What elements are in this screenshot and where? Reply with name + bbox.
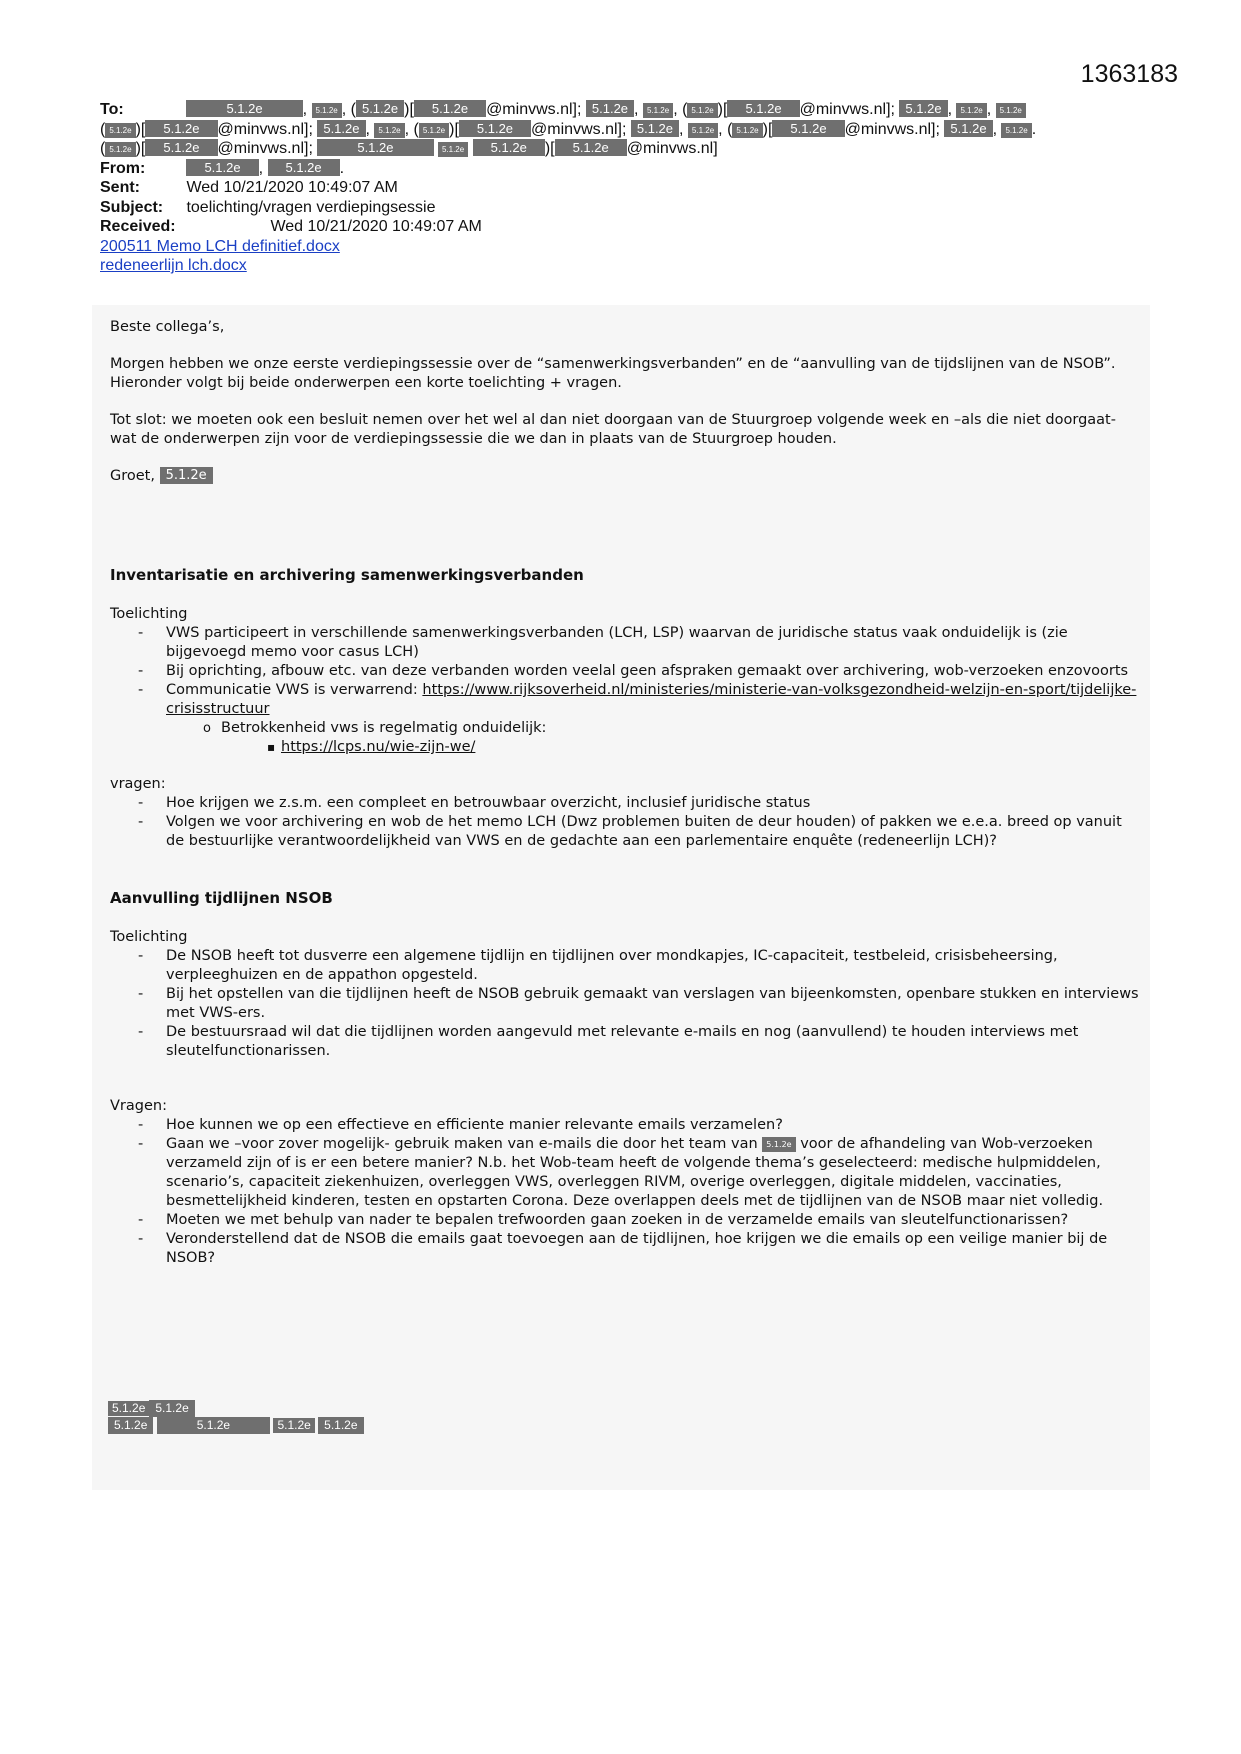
email-domain: @minvws.nl];: [844, 120, 940, 138]
to-line-3: ( 5.1.2e )[ 5.1.2e @minvws.nl]; 5.1.2e 5.1.2e 5.1.2e )[ 5.1.2e @minvws.nl]: [100, 140, 718, 157]
toelichting-list: [110, 947, 1140, 1061]
redaction: 5.1.2e: [459, 120, 531, 137]
redaction: 5.1.2e: [688, 123, 718, 138]
from-line: From: 5.1.2e , 5.1.2e .: [100, 159, 345, 177]
regards-text: Groet,: [110, 468, 155, 484]
list-item: - Volgen we voor archivering en wob de het memo LCH (Dwz problemen buiten de deur houden) of pakken we e.e.a. breed op vanuit de bestuurlijke verantwoordelijkheid van VWS en de gedachte aan een parlementaire enquête (redeneerlijn LCH)?: [166, 813, 1140, 851]
redaction: 5.1.2e: [186, 159, 258, 176]
received-label: Received:: [100, 218, 176, 235]
redaction: 5.1.2e: [105, 142, 135, 157]
lcps-link[interactable]: https://lcps.nu/wie-zijn-we/: [281, 739, 476, 755]
list-item-text: Gaan we –voor zover mogelijk- gebruik maken van e-mails die door het team van: [166, 1136, 763, 1152]
redaction: 5.1.2e: [956, 103, 986, 118]
to-line-2: ( 5.1.2e )[ 5.1.2e @minvws.nl]; 5.1.2e , 5.1.2e , ( 5.1.2e )[ 5.1.2e @minvws.nl]; 5.1.2e , 5.1.2e , ( 5.1.2e )[ 5.1.2e @minvws.nl]; 5.1.2e , 5.1.2e .: [100, 120, 1037, 138]
vragen-list: [110, 794, 1140, 851]
attachment-2: [100, 256, 1060, 276]
email-body: [110, 318, 1140, 1268]
list-item: - Moeten we met behulp van nader te bepalen trefwoorden gaan zoeken in de verzamelde emails van sleutelfunctionarissen?: [166, 1211, 1140, 1230]
sub-list: [166, 719, 1140, 757]
sent-label: Sent:: [100, 179, 140, 196]
redaction: 5.1.2e: [108, 1417, 153, 1434]
redaction: 5.1.2e: [149, 1400, 194, 1417]
vragen-label: Vragen:: [110, 1098, 167, 1114]
redaction: 5.1.2e: [157, 1417, 270, 1434]
signature-line-1: [108, 1400, 364, 1417]
section-title: Aanvulling tijdlijnen NSOB: [110, 889, 333, 907]
attachment-link[interactable]: redeneerlijn lch.docx: [100, 257, 247, 274]
list-item-text: Communicatie VWS is verwarrend:: [166, 682, 423, 698]
email-domain: @minvws.nl];: [531, 120, 627, 138]
list-item: - Hoe kunnen we op een effectieve en efficiente manier relevante emails verzamelen?: [166, 1116, 1140, 1135]
email-domain: @minvws.nl];: [799, 101, 895, 118]
redaction: 5.1.2e: [555, 139, 627, 156]
redaction: 5.1.2e: [631, 120, 679, 137]
email-header: [100, 100, 1060, 276]
signature-block: [108, 1400, 364, 1434]
redaction: 5.1.2e: [108, 1401, 149, 1416]
redaction: 5.1.2e: [374, 123, 404, 138]
redaction: 5.1.2e: [727, 100, 799, 117]
redaction: 5.1.2e: [312, 103, 342, 118]
redaction: 5.1.2e: [414, 100, 486, 117]
signature-line-2: [108, 1417, 364, 1434]
list-item: - VWS participeert in verschillende samenwerkingsverbanden (LCH, LSP) waarvan de juridische status vaak onduidelijk is (zie bijgevoegd memo voor casus LCH): [166, 624, 1140, 662]
section-title: Inventarisatie en archivering samenwerkingsverbanden: [110, 566, 584, 584]
list-item: - De NSOB heeft tot dusverre een algemene tijdlijn en tijdlijnen over mondkapjes, IC-capaciteit, testbeleid, crisisbeheersing, verpleeghuizen en de appathon opgesteld.: [166, 947, 1140, 985]
redaction: 5.1.2e: [317, 120, 365, 137]
email-domain: @minvws.nl];: [217, 120, 313, 138]
redaction: 5.1.2e: [160, 467, 213, 484]
redaction: 5.1.2e: [996, 103, 1026, 118]
toelichting-label: Toelichting: [110, 929, 188, 945]
list-item: - Hoe krijgen we z.s.m. een compleet en betrouwbaar overzicht, inclusief juridische status: [166, 794, 1140, 813]
intro-paragraph: Morgen hebben we onze eerste verdiepingssessie over de “samenwerkingsverbanden” en de “aanvulling van de tijdslijnen van de NSOB”. Hieronder volgt bij beide onderwerpen een korte toelichting + vragen.: [110, 356, 1116, 391]
email-domain: @minvws.nl];: [217, 140, 313, 157]
redaction: 5.1.2e: [186, 100, 302, 117]
sent-value: Wed 10/21/2020 10:49:07 AM: [186, 179, 398, 196]
toelichting-label: Toelichting: [110, 606, 188, 622]
redaction: 5.1.2e: [732, 123, 762, 138]
toelichting-list: [110, 624, 1140, 757]
sub-list-item-text: Betrokkenheid vws is regelmatig onduidelijk:: [221, 720, 547, 736]
sub-sub-list: [221, 738, 1140, 757]
redaction: 5.1.2e: [145, 139, 217, 156]
subject-value: toelichting/vragen verdiepingsessie: [186, 198, 436, 216]
list-item: [166, 681, 1140, 757]
sub-sub-list-item: [281, 738, 1140, 757]
redaction: 5.1.2e: [899, 100, 947, 117]
redaction: 5.1.2e: [268, 159, 340, 176]
redaction: 5.1.2e: [762, 1137, 795, 1152]
to-line-1: To: 5.1.2e , 5.1.2e , ( 5.1.2e )[ 5.1.2e @minvws.nl]; 5.1.2e , 5.1.2e , ( 5.1.2e )[ 5.1.2e @minvws.nl]; 5.1.2e , 5.1.2e , 5.1.2e: [100, 100, 1060, 120]
redaction: 5.1.2e: [687, 103, 717, 118]
received-line: [100, 217, 1060, 237]
document-number: 1363183: [1080, 60, 1178, 88]
list-item: - De bestuursraad wil dat die tijdlijnen worden aangevuld met relevante e-mails en nog (aanvullend) te houden interviews met sleutelfunctionarissen.: [166, 1023, 1140, 1061]
redaction: 5.1.2e: [356, 100, 404, 117]
redaction: 5.1.2e: [772, 120, 844, 137]
redaction: 5.1.2e: [145, 120, 217, 137]
vragen-list: [110, 1116, 1140, 1268]
greeting: Beste collega’s,: [110, 319, 225, 335]
subject-line: [100, 198, 1060, 218]
attachment-1: [100, 237, 1060, 257]
redaction: 5.1.2e: [438, 142, 468, 157]
subject-label: Subject:: [100, 198, 164, 216]
list-item: - Veronderstellend dat de NSOB die emails gaat toevoegen aan de tijdlijnen, hoe krijgen we die emails op een veilige manier bij de NSOB?: [166, 1230, 1140, 1268]
vragen-label: vragen:: [110, 776, 166, 792]
redaction: 5.1.2e: [105, 123, 135, 138]
redaction: 5.1.2e: [318, 1417, 363, 1434]
redaction: 5.1.2e: [317, 139, 433, 156]
redaction: 5.1.2e: [944, 120, 992, 137]
sub-list-item: [221, 719, 1140, 757]
redaction: 5.1.2e: [643, 103, 673, 118]
redaction: 5.1.2e: [419, 123, 449, 138]
redaction: 5.1.2e: [586, 100, 634, 117]
regards-line: [110, 467, 1140, 486]
list-item: - Bij het opstellen van die tijdlijnen heeft de NSOB gebruik gemaakt van verslagen van bijeenkomsten, openbare stukken en interviews met VWS-ers.: [166, 985, 1140, 1023]
sent-line: [100, 178, 1060, 198]
received-value: Wed 10/21/2020 10:49:07 AM: [270, 218, 482, 235]
list-item-text: voor de afhandeling van Wob-verzoeken verzameld zijn of is er een betere manier? N.b. het Wob-team heeft de volgende thema’s geselecteerd: medische hulpmiddelen, scenario’s, capaciteit ziekenhuizen, overleggen VWS, overleggen RIVM, overige overleggen, digitale middelen, vaccinaties, besmettelijkheid kinderen, testen en opstarten Corona. Deze overlappen deels met de tijdlijnen van de NSOB maar niet volledig.: [166, 1136, 1104, 1209]
redaction: 5.1.2e: [1001, 123, 1031, 138]
from-label: From:: [100, 159, 146, 177]
redaction: 5.1.2e: [473, 139, 545, 156]
to-label: To:: [100, 101, 124, 118]
email-domain: @minvws.nl];: [486, 101, 582, 118]
email-domain-end: @minvws.nl]: [626, 140, 718, 157]
attachment-link[interactable]: 200511 Memo LCH definitief.docx: [100, 237, 340, 255]
list-item: [166, 1135, 1140, 1211]
redaction: 5.1.2e: [273, 1418, 314, 1433]
closing-paragraph: Tot slot: we moeten ook een besluit nemen over het wel al dan niet doorgaan van de Stuurgroep volgende week en –als die niet doorgaat- wat de onderwerpen zijn voor de verdiepingssessie die we dan in plaats van de Stuurgroep houden.: [110, 412, 1116, 447]
list-item: - Bij oprichting, afbouw etc. van deze verbanden worden veelal geen afspraken gemaakt over archivering, wob-verzoeken enzovoorts: [166, 662, 1140, 681]
rijksoverheid-link[interactable]: https://www.rijksoverheid.nl/ministeries/ministerie-van-volksgezondheid-welzijn-en-sport/tijdelijke-crisisstructuur: [166, 682, 1137, 717]
